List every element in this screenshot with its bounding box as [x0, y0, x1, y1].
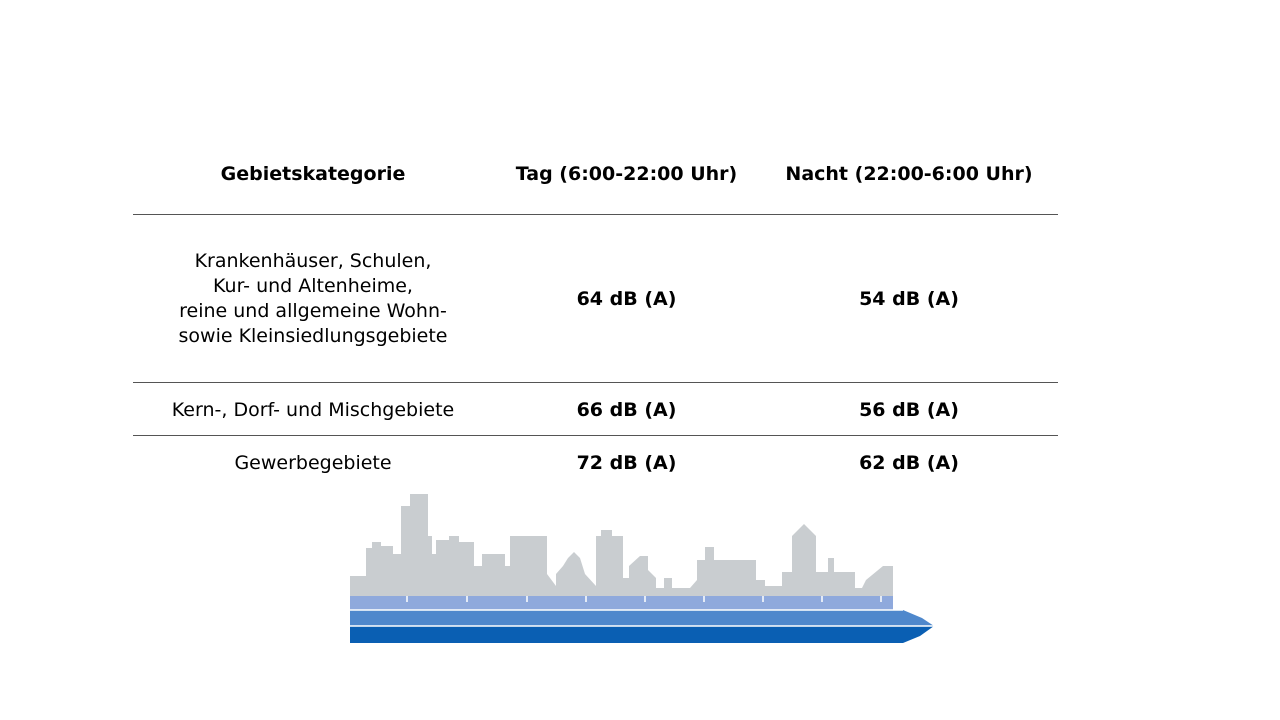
- skyline-band-mid: [350, 610, 934, 626]
- row-divider: [133, 435, 1058, 436]
- row-2-day-value: 66 dB (A): [576, 399, 677, 421]
- row-3-category: Gewerbegebiete: [234, 452, 392, 474]
- header-divider: [133, 214, 1058, 215]
- row-1-category: [133, 249, 493, 349]
- header-day: Tag (6:00-22:00 Uhr): [515, 163, 738, 185]
- row-3-night-value: 62 dB (A): [859, 452, 959, 474]
- row-2-night-value: 56 dB (A): [859, 399, 959, 421]
- header-night: Nacht (22:00-6:00 Uhr): [785, 163, 1033, 185]
- row-3-day-value: 72 dB (A): [576, 452, 677, 474]
- row-2-category: Kern-, Dorf- und Mischgebiete: [171, 399, 455, 421]
- skyline-buildings: [350, 494, 893, 596]
- row-1-category-line: reine und allgemeine Wohn-: [179, 300, 447, 322]
- header-category: Gebietskategorie: [220, 163, 406, 185]
- skyline-band-light: [350, 596, 893, 610]
- row-1-night-value: 54 dB (A): [859, 288, 959, 310]
- skyline-band-dark: [350, 626, 934, 643]
- row-1-category-line: Krankenhäuser, Schulen,: [194, 250, 432, 272]
- row-1-day-value: 64 dB (A): [576, 288, 677, 310]
- row-divider: [133, 382, 1058, 383]
- row-1-category-line: sowie Kleinsiedlungsgebiete: [178, 325, 448, 347]
- row-1-category-line: Kur- und Altenheime,: [213, 275, 413, 297]
